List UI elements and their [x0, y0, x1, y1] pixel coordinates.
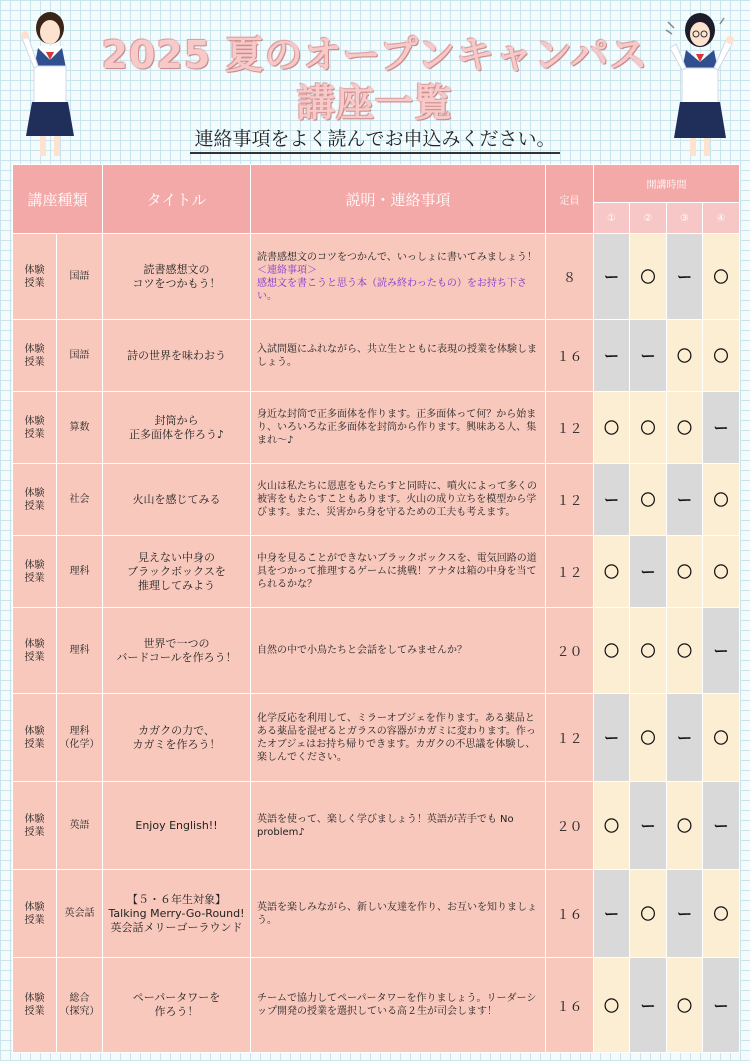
session-slot-3: 〇 [667, 958, 703, 1053]
course-type: 体験授業 [13, 234, 57, 320]
course-type: 体験授業 [13, 870, 57, 958]
page-title-sub: 講座一覧 [296, 81, 453, 125]
note-heading: ＜連絡事項＞ [257, 264, 318, 276]
course-row [13, 608, 740, 694]
course-title: 詩の世界を味わおう [103, 320, 251, 392]
course-capacity: １６ [546, 958, 594, 1053]
header-slot-2: ② [630, 203, 667, 234]
course-description [251, 464, 546, 536]
header-course-type: 講座種類 [13, 165, 103, 234]
description-text: 自然の中で小鳥たちと会話をしてみませんか？ [257, 645, 468, 656]
course-capacity: １２ [546, 464, 594, 536]
header-slot-3: ③ [667, 203, 703, 234]
course-title: 封筒から 正多面体を作ろう♪ [103, 392, 251, 464]
course-row [13, 536, 740, 608]
course-title: 読書感想文の コツをつかもう！ [103, 234, 251, 320]
session-slot-2: 〇 [630, 870, 667, 958]
session-slot-2: 〇 [630, 694, 667, 782]
header-session-time: 開講時間 [594, 165, 740, 203]
course-description [251, 234, 546, 320]
description-text: チームで協力してペーパータワーを作りましょう。リーダーシップ開発の授業を選択している高２生が司会します！ [257, 993, 537, 1017]
course-subject: 理科 [57, 536, 103, 608]
course-type: 体験授業 [13, 392, 57, 464]
course-title: 見えない中身の ブラックボックスを 推理してみよう [103, 536, 251, 608]
session-slot-4: 〇 [703, 536, 740, 608]
session-slot-1: ー [594, 870, 630, 958]
session-slot-1: 〇 [594, 782, 630, 870]
session-slot-3: ー [667, 870, 703, 958]
course-description [251, 608, 546, 694]
session-slot-3: 〇 [667, 608, 703, 694]
instruction-text: 連絡事項をよく読んでお申込みください。 [0, 124, 750, 151]
course-type: 体験授業 [13, 320, 57, 392]
session-slot-4: 〇 [703, 234, 740, 320]
course-capacity: ２０ [546, 782, 594, 870]
session-slot-4: ー [703, 782, 740, 870]
session-slot-3: ー [667, 234, 703, 320]
course-type: 体験授業 [13, 782, 57, 870]
course-capacity: ８ [546, 234, 594, 320]
description-text: 中身を見ることができないブラックボックスを、電気回路の道具をつかって推理するゲームに挑戦！アナタは箱の中身を当てられるかな？ [257, 553, 537, 590]
course-subject: 理科 [57, 608, 103, 694]
course-type: 体験授業 [13, 464, 57, 536]
course-capacity: １２ [546, 392, 594, 464]
course-subject: 国語 [57, 320, 103, 392]
course-row [13, 320, 740, 392]
note-text: 感想文を書こうと思う本（読み終わったもの）をお持ち下さい。 [257, 277, 527, 302]
session-slot-2: 〇 [630, 392, 667, 464]
page-title: 2025 夏のオープンキャンパス [101, 33, 649, 77]
course-capacity: １６ [546, 870, 594, 958]
course-subject: 国語 [57, 234, 103, 320]
header-description: 説明・連絡事項 [251, 165, 546, 234]
session-slot-2: 〇 [630, 234, 667, 320]
course-description [251, 958, 546, 1053]
course-type: 体験授業 [13, 536, 57, 608]
course-capacity: ２０ [546, 608, 594, 694]
course-row [13, 234, 740, 320]
course-row [13, 694, 740, 782]
course-title: ペーパータワーを 作ろう！ [103, 958, 251, 1053]
course-row [13, 464, 740, 536]
course-subject: 社会 [57, 464, 103, 536]
course-description [251, 782, 546, 870]
session-slot-4: ー [703, 958, 740, 1053]
course-type: 体験授業 [13, 694, 57, 782]
course-description [251, 392, 546, 464]
description-text: 英語を使って、楽しく学びましょう！英語が苦手でも No problem♪ [257, 813, 514, 838]
session-slot-3: ー [667, 464, 703, 536]
course-row [13, 870, 740, 958]
session-slot-4: 〇 [703, 870, 740, 958]
course-row [13, 392, 740, 464]
course-capacity: １２ [546, 536, 594, 608]
course-description [251, 694, 546, 782]
session-slot-3: 〇 [667, 536, 703, 608]
session-slot-2: ー [630, 958, 667, 1053]
session-slot-3: 〇 [667, 782, 703, 870]
session-slot-1: ー [594, 464, 630, 536]
course-subject: 英会話 [57, 870, 103, 958]
course-title: 世界で一つの バードコールを作ろう！ [103, 608, 251, 694]
description-text: 入試問題にふれながら、共立生とともに表現の授業を体験しましょう。 [257, 343, 538, 368]
description-text: 英語を楽しみながら、新しい友達を作り、お互いを知りましょう。 [257, 901, 538, 926]
course-row [13, 782, 740, 870]
course-description [251, 536, 546, 608]
course-description [251, 320, 546, 392]
session-slot-1: 〇 [594, 392, 630, 464]
course-subject: 英語 [57, 782, 103, 870]
session-slot-2: ー [630, 536, 667, 608]
course-type: 体験授業 [13, 608, 57, 694]
session-slot-3: 〇 [667, 392, 703, 464]
course-title: カガクの力で、 カガミを作ろう！ [103, 694, 251, 782]
description-text: 読書感想文のコツをつかんで、いっしょに書いてみましょう！ [257, 251, 537, 263]
session-slot-1: 〇 [594, 958, 630, 1053]
course-subject: 算数 [57, 392, 103, 464]
session-slot-4: 〇 [703, 464, 740, 536]
session-slot-1: 〇 [594, 608, 630, 694]
course-table [12, 164, 740, 1053]
course-title: 【５・６年生対象】 Talking Merry-Go-Round! 英会話メリーゴーラウンド [103, 870, 251, 958]
header-title: タイトル [103, 165, 251, 234]
description-text: 化学反応を利用して、ミラーオブジェを作ります。ある薬品とある薬品を混ぜるとガラスの容器がカガミに変わります。作ったオブジェはお持ち帰りできます。カガクの不思議を体験し、楽しんでください。 [257, 712, 536, 763]
session-slot-1: ー [594, 234, 630, 320]
session-slot-4: ー [703, 392, 740, 464]
course-row [13, 958, 740, 1053]
course-description [251, 870, 546, 958]
session-slot-4: 〇 [703, 694, 740, 782]
header-slot-4: ④ [703, 203, 740, 234]
session-slot-4: 〇 [703, 320, 740, 392]
session-slot-4: ー [703, 608, 740, 694]
description-text: 身近な封筒で正多面体を作ります。正多面体って何？から始まり、いろいろな正多面体を封筒から作ります。興味ある人、集まれ～♪ [257, 409, 537, 446]
course-capacity: １６ [546, 320, 594, 392]
course-type: 体験授業 [13, 958, 57, 1053]
course-capacity: １２ [546, 694, 594, 782]
session-slot-2: 〇 [630, 608, 667, 694]
session-slot-1: 〇 [594, 536, 630, 608]
header-capacity: 定員 [546, 165, 594, 234]
description-text: 火山は私たちに恩恵をもたらすと同時に、噴火によって多くの被害をもたらすこともあります。火山の成り立ちを模型から学びます。また、災害から身を守るための工夫も考えます。 [257, 481, 538, 518]
course-title: Enjoy English!! [103, 782, 251, 870]
session-slot-2: ー [630, 782, 667, 870]
session-slot-2: ー [630, 320, 667, 392]
session-slot-3: ー [667, 694, 703, 782]
session-slot-3: 〇 [667, 320, 703, 392]
header-slot-1: ① [594, 203, 630, 234]
course-subject: 総合 （探究） [57, 958, 103, 1053]
session-slot-1: ー [594, 320, 630, 392]
page-header [0, 0, 750, 162]
session-slot-1: ー [594, 694, 630, 782]
course-subject: 理科 （化学） [57, 694, 103, 782]
session-slot-2: 〇 [630, 464, 667, 536]
course-title: 火山を感じてみる [103, 464, 251, 536]
